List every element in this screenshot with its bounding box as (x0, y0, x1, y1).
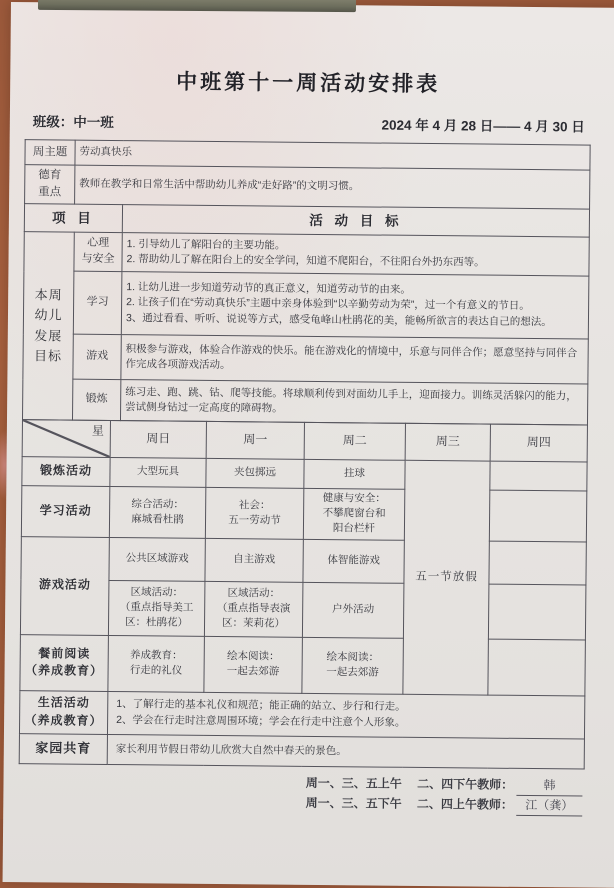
reading-label: 餐前阅读 （养成教育） (20, 634, 109, 691)
reading-tue: 绘本阅读： 一起去郊游 (302, 637, 404, 694)
section-psych-safety-text: 1. 引导幼儿了解阳台的主要功能。 2. 帮助幼儿了解在阳台上的安全学问，知道不爬阳台，不往阳台外扔东西等。 (122, 233, 589, 276)
day-header-sunday: 周日 (110, 420, 206, 458)
exercise-activity-label: 锻炼活动 (22, 457, 110, 487)
page-title: 中班第十一周活动安排表 (176, 70, 441, 97)
teacher-line-1-name: 韩 (516, 776, 582, 797)
learning-activity-label: 学习活动 (21, 486, 109, 537)
game1-thu (489, 541, 586, 585)
learning-activity-row (21, 486, 586, 542)
day-header-tuesday: 周二 (304, 422, 405, 460)
section-learning-label: 学习 (73, 271, 122, 334)
game1-mon: 自主游戏 (205, 538, 303, 582)
teacher-line-2-label: 周一、三、五下午 二、四上午教师： (305, 795, 514, 812)
section-exercise-label: 锻炼 (72, 379, 120, 420)
life-activity-text: 1、了解行走的基本礼仪和规范；能正确的站立、步行和行走。 2、学会在行走时注意周围环境；学会在行走中注意个人形象。 (107, 691, 584, 739)
corner-diagonal-cell (22, 420, 110, 458)
home-coop-text: 家长利用节假日带幼儿欣赏大自然中春天的景色。 (107, 734, 584, 769)
learning-sun: 综合活动： 麻城看杜鹃 (109, 486, 205, 538)
exercise-thu (490, 461, 587, 491)
document-paper (3, 2, 614, 888)
section-learning-text: 1. 让幼儿进一步知道劳动节的真正意义，知道劳动节的由来。 2. 让孩子们在“劳动真快乐”主题中亲身体验到“以辛勤劳动为荣”，过一个有意义的节日。 3、通过看看、听听、说说等方式，感受龟峰山杜鹃花的美，能畅所欲言的表达自己的想法。 (121, 272, 589, 339)
schedule-table (19, 419, 588, 769)
date-range: 2024 年 4 月 28 日—— 4 月 30 日 (381, 117, 585, 135)
class-date-line (25, 110, 591, 135)
game-activity-label: 游戏活动 (20, 536, 109, 635)
home-coop-label: 家园共育 (19, 733, 107, 764)
info-table (22, 139, 591, 425)
game1-tue: 体智能游戏 (303, 539, 404, 583)
reading-sun: 养成教育： 行走的礼仪 (108, 635, 205, 692)
week-theme-label: 周主题 (25, 140, 75, 165)
schedule-header-row (22, 420, 587, 462)
document-content (18, 2, 592, 816)
game2-thu (488, 584, 586, 640)
exercise-sun: 大型玩具 (110, 457, 206, 487)
teacher-line-2-name: 江（龚） (516, 796, 582, 817)
holiday-note-cell: 五一节放假 (403, 460, 490, 694)
learning-thu (489, 490, 586, 542)
reading-row (20, 634, 586, 695)
day-header-thursday: 周四 (490, 424, 587, 462)
moral-text: 教师在教学和日常生活中帮助幼儿养成“走好路”的文明习惯。 (75, 165, 590, 209)
section-exercise-row (22, 379, 587, 425)
item-label: 项 目 (24, 204, 122, 233)
reading-thu (488, 639, 586, 696)
section-game-row (23, 334, 588, 384)
teacher-line-1-label: 周一、三、五上午 二、四下午教师： (305, 775, 514, 792)
day-header-monday: 周一 (206, 421, 304, 459)
section-game-label: 游戏 (73, 334, 121, 379)
goal-header: 活 动 目 标 (122, 205, 589, 237)
week-theme-value: 劳动真快乐 (75, 140, 590, 170)
exercise-tue: 拄球 (304, 459, 405, 489)
life-activity-row (19, 690, 584, 738)
game2-mon: 区域活动： （重点指导表演 区：茉莉花） (204, 581, 303, 637)
learning-tue: 健康与安全： 不攀爬窗台和 阳台栏杆 (303, 488, 404, 540)
game1-sun: 公共区域游戏 (109, 537, 205, 581)
game2-sun: 区域活动： （重点指导美工 区：杜鹃花） (108, 580, 205, 636)
section-learning-row (23, 271, 589, 339)
game2-tue: 户外活动 (302, 582, 404, 638)
game-activity-row-1 (21, 536, 586, 584)
section-psych-safety-row (24, 232, 589, 276)
life-activity-label: 生活活动 （养成教育） (19, 690, 107, 734)
moral-row (25, 165, 590, 209)
learning-mon: 社会： 五一劳动节 (205, 487, 303, 539)
teacher-signature-block (18, 771, 584, 817)
reading-mon: 绘本阅读： 一起去郊游 (204, 636, 303, 693)
exercise-mon: 夹包掷远 (206, 458, 304, 488)
section-exercise-text: 练习走、跑、跳、钻、爬等技能。将球顺利传到对面幼儿手上，迎面接力。训练灵活躲闪的能力，尝试侧身钻过一定高度的障碍物。 (120, 380, 587, 425)
section-psych-safety-label: 心理 与安全 (74, 232, 122, 271)
moral-label: 德育 重点 (25, 165, 75, 204)
dev-goal-label: 本周 幼儿 发展 目标 (22, 232, 74, 420)
class-field: 班级：中一班 (32, 114, 114, 130)
day-header-wednesday: 周三 (405, 423, 490, 461)
teacher-line-2 (18, 791, 582, 817)
section-game-text: 积极参与游戏，体验合作游戏的快乐。能在游戏化的情境中，乐意与同伴合作；愿意坚持与同伴合作完成各项游戏活动。 (121, 335, 588, 384)
home-coop-row (19, 733, 584, 768)
corner-label: 星 (91, 423, 104, 438)
